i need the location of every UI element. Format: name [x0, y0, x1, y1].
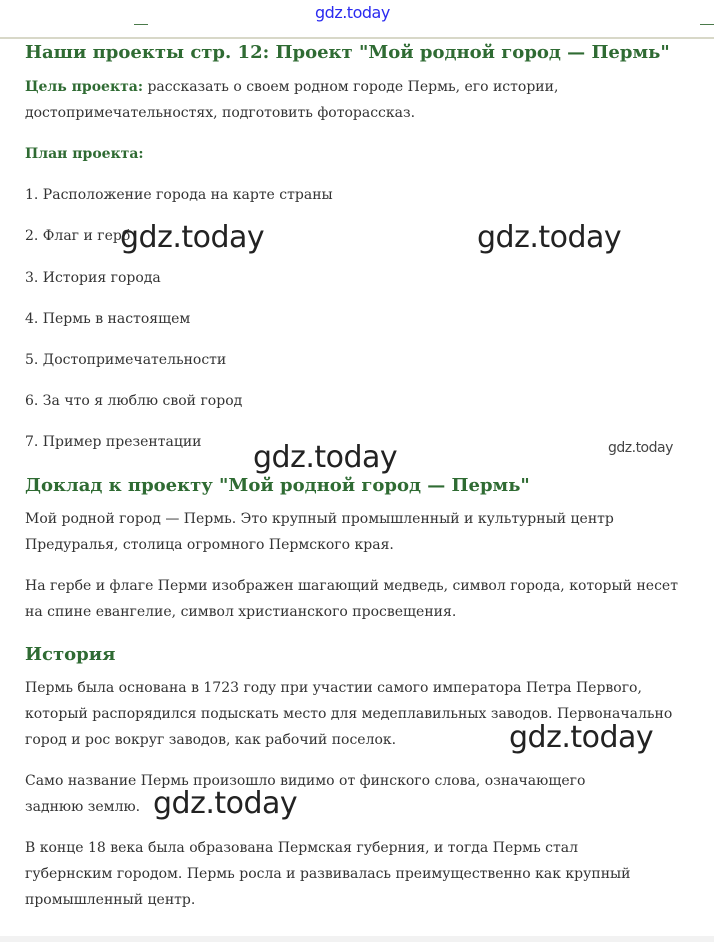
- paragraph: Пермь была основана в 1723 году при участии самого императора Петра Первого, который распорядился подыскать место для медеплавильных заводов. Первоначально город и рос вокруг заводов, как рабочий поселок.: [25, 680, 673, 748]
- report-heading: Доклад к проекту "Мой родной город — Пермь": [25, 475, 530, 496]
- goal-label: Цель проекта:: [25, 79, 143, 95]
- site-logo[interactable]: gdz.today: [315, 3, 390, 22]
- watermark: gdz.today: [253, 440, 398, 475]
- watermark: gdz.today: [608, 440, 673, 456]
- plan-item: 2. Флаг и герб: [25, 228, 131, 244]
- plan-item: 5. Достопримечательности: [25, 352, 227, 368]
- plan-item: 4. Пермь в настоящем: [25, 311, 191, 327]
- plan-item: 6. За что я люблю свой город: [25, 393, 243, 409]
- paragraph: Мой родной город — Пермь. Это крупный промышленный и культурный центр Предуралья, столица огромного Пермского края.: [25, 511, 614, 553]
- goal-text: рассказать о своем родном городе Пермь, его истории, достопримечательностях, подготовить фоторассказ.: [25, 79, 559, 121]
- paragraph: Само название Пермь произошло видимо от финского слова, означающего заднюю землю.: [25, 773, 586, 815]
- bottom-bar: [0, 936, 714, 942]
- paragraph: На гербе и флаге Перми изображен шагающий медведь, символ города, который несет на спине евангелие, символ христианского просвещения.: [25, 578, 678, 620]
- watermark: gdz.today: [477, 220, 622, 255]
- top-bar: [0, 0, 714, 39]
- project-goal: [25, 74, 585, 126]
- watermark: gdz.today: [120, 220, 265, 255]
- divider: [134, 24, 148, 25]
- plan-item: 7. Пример презентации: [25, 434, 202, 450]
- paragraph: В конце 18 века была образована Пермская губерния, и тогда Пермь стал губернским городом. Пермь росла и развивалась преимущественно как крупный промышленный центр.: [25, 840, 631, 908]
- history-heading: История: [25, 644, 116, 665]
- watermark: gdz.today: [153, 786, 298, 821]
- plan-item: 1. Расположение города на карте страны: [25, 187, 333, 203]
- page-title: Наши проекты стр. 12: Проект "Мой родной город — Пермь": [25, 42, 670, 63]
- plan-item: 3. История города: [25, 270, 161, 286]
- divider: [700, 24, 714, 25]
- plan-label: План проекта:: [25, 146, 144, 162]
- watermark: gdz.today: [509, 720, 654, 755]
